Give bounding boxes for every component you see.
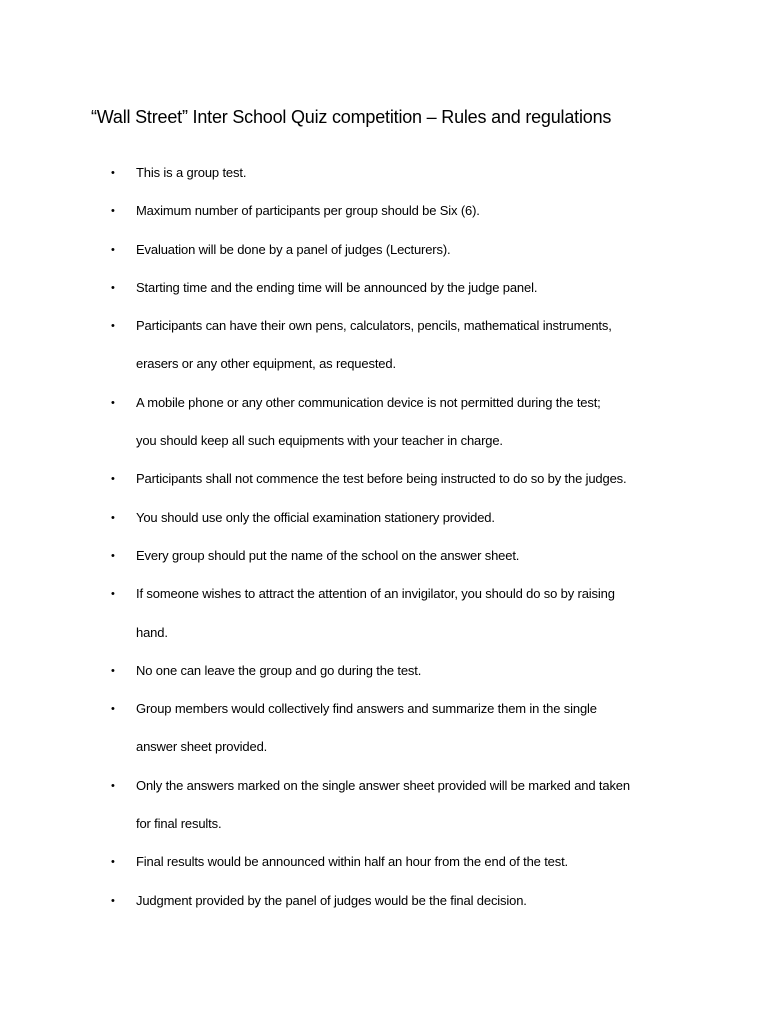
rule-text: hand. bbox=[136, 624, 168, 640]
rule-text: erasers or any other equipment, as requested. bbox=[136, 356, 396, 372]
rule-text: Only the answers marked on the single answer sheet provided will be marked and taken bbox=[136, 777, 630, 793]
rule-item bbox=[0, 537, 696, 575]
bullet-icon: • bbox=[111, 320, 115, 333]
bullet-icon: • bbox=[111, 205, 115, 218]
rule-text: Starting time and the ending time will be announced by the judge panel. bbox=[136, 279, 538, 295]
bullet-icon: • bbox=[111, 703, 115, 716]
bullet-icon: • bbox=[111, 779, 115, 792]
rule-text: Group members would collectively find answers and summarize them in the single bbox=[136, 701, 597, 717]
rule-item bbox=[0, 269, 696, 307]
document-title: “Wall Street” Inter School Quiz competition – Rules and regulations bbox=[91, 107, 612, 128]
rule-item bbox=[0, 767, 696, 844]
rule-text: A mobile phone or any other communication device is not permitted during the test; bbox=[136, 394, 601, 410]
rule-text: you should keep all such equipments with your teacher in charge. bbox=[136, 433, 503, 449]
rule-item bbox=[0, 460, 696, 498]
bullet-icon: • bbox=[111, 243, 115, 256]
bullet-icon: • bbox=[111, 894, 115, 907]
rule-item bbox=[0, 384, 696, 461]
rule-item bbox=[0, 882, 696, 920]
rule-item bbox=[0, 690, 696, 767]
bullet-icon: • bbox=[111, 281, 115, 294]
rule-text: Participants can have their own pens, calculators, pencils, mathematical instruments, bbox=[136, 318, 612, 334]
rule-item bbox=[0, 575, 696, 652]
rule-item bbox=[0, 231, 696, 269]
bullet-icon: • bbox=[111, 549, 115, 562]
rule-text: This is a group test. bbox=[136, 165, 247, 180]
rule-item bbox=[0, 499, 696, 537]
rule-text: Participants shall not commence the test before being instructed to do so by the judges. bbox=[136, 471, 627, 487]
bullet-icon: • bbox=[111, 664, 115, 677]
rule-text: Judgment provided by the panel of judges would be the final decision. bbox=[136, 892, 527, 908]
rule-text: Every group should put the name of the school on the answer sheet. bbox=[136, 547, 520, 563]
bullet-icon: • bbox=[111, 588, 115, 601]
rule-text: for final results. bbox=[136, 816, 222, 832]
bullet-icon: • bbox=[111, 396, 115, 409]
rule-item bbox=[0, 843, 696, 881]
rule-text: Evaluation will be done by a panel of judges (Lecturers). bbox=[136, 241, 451, 257]
rule-item bbox=[0, 307, 696, 384]
rule-text: No one can leave the group and go during the test. bbox=[136, 662, 422, 678]
rule-text: You should use only the official examination stationery provided. bbox=[136, 509, 495, 525]
rule-text: Maximum number of participants per group should be Six (6). bbox=[136, 203, 480, 219]
rules-list bbox=[0, 154, 768, 920]
bullet-icon: • bbox=[111, 167, 115, 179]
rule-item bbox=[0, 192, 696, 230]
rule-text: answer sheet provided. bbox=[136, 739, 268, 755]
bullet-icon: • bbox=[111, 473, 115, 486]
rule-text: Final results would be announced within half an hour from the end of the test. bbox=[136, 854, 569, 870]
bullet-icon: • bbox=[111, 856, 115, 869]
rule-item bbox=[0, 652, 696, 690]
bullet-icon: • bbox=[111, 511, 115, 524]
rule-text: If someone wishes to attract the attention of an invigilator, you should do so by raising bbox=[136, 586, 615, 602]
rule-item bbox=[0, 154, 696, 192]
